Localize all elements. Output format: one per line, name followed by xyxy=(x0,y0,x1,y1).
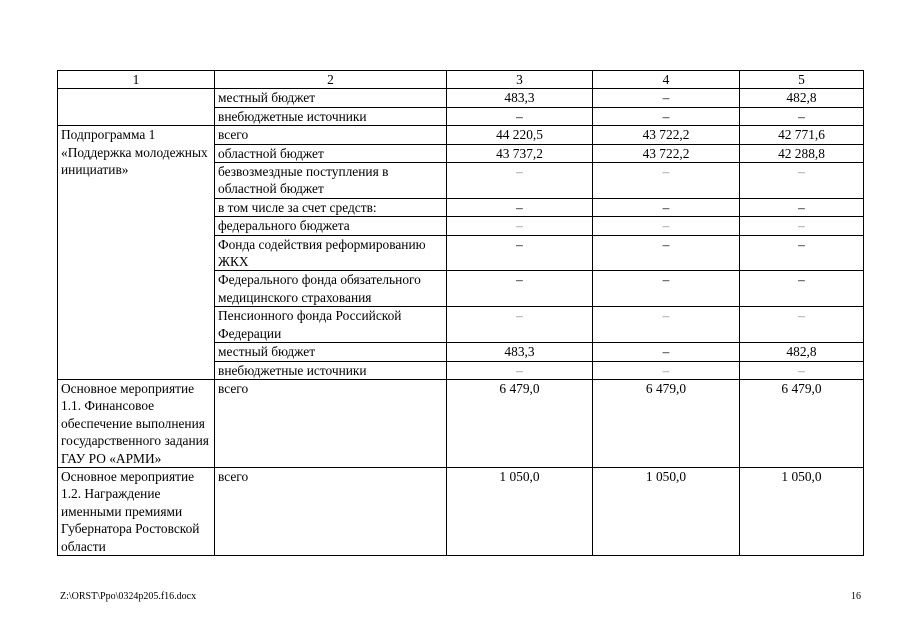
column-header-5: 5 xyxy=(740,71,864,89)
cell-col4: – xyxy=(593,198,740,216)
cell-col4: 6 479,0 xyxy=(593,379,740,467)
cell-col5: 482,8 xyxy=(740,89,864,107)
row-label: областной бюджет xyxy=(215,144,447,162)
cell-col4: – xyxy=(593,89,740,107)
column-header-1: 1 xyxy=(58,71,215,89)
cell-col4: – xyxy=(593,361,740,379)
column-header-4: 4 xyxy=(593,71,740,89)
row-label: в том числе за счет средств: xyxy=(215,198,447,216)
row-label: внебюджетные источники xyxy=(215,361,447,379)
cell-col3: 483,3 xyxy=(447,89,593,107)
cell-col5: – xyxy=(740,235,864,271)
table-header-row xyxy=(58,71,864,89)
row-label: всего xyxy=(215,379,447,467)
cell-col4: – xyxy=(593,343,740,361)
cell-col3: – xyxy=(447,307,593,343)
table-row xyxy=(58,126,864,144)
cell-col4: 43 722,2 xyxy=(593,126,740,144)
column-header-2: 2 xyxy=(215,71,447,89)
cell-col3: 483,3 xyxy=(447,343,593,361)
row-label: всего xyxy=(215,126,447,144)
cell-col5: 42 288,8 xyxy=(740,144,864,162)
cell-col5: – xyxy=(740,217,864,235)
row-label: федерального бюджета xyxy=(215,217,447,235)
cell-col3: 43 737,2 xyxy=(447,144,593,162)
cell-col5: – xyxy=(740,271,864,307)
cell-col4: – xyxy=(593,107,740,125)
cell-col5: – xyxy=(740,163,864,199)
table-row xyxy=(58,89,864,107)
cell-col4: – xyxy=(593,271,740,307)
cell-col5: – xyxy=(740,361,864,379)
row-label: внебюджетные источники xyxy=(215,107,447,125)
column-header-3: 3 xyxy=(447,71,593,89)
cell-col3: 44 220,5 xyxy=(447,126,593,144)
row-label: Фонда содействия реформированию ЖКХ xyxy=(215,235,447,271)
table-row xyxy=(58,467,864,555)
subprogram-name: Подпрограмма 1 «Поддержка молодежных инициатив» xyxy=(58,126,215,380)
row-label: Пенсионного фонда Российской Федерации xyxy=(215,307,447,343)
measure-1-1-name: Основное мероприятие 1.1. Финансовое обеспечение выполнения государственного задания ГАУ РО «АРМИ» xyxy=(58,379,215,467)
page-number: 16 xyxy=(851,591,861,602)
row-label: местный бюджет xyxy=(215,89,447,107)
cell-col3: 1 050,0 xyxy=(447,467,593,555)
footer-file-path: Z:\ORST\Ppo\0324p205.f16.docx xyxy=(60,591,197,602)
cell-col3: – xyxy=(447,217,593,235)
cell-col5: 482,8 xyxy=(740,343,864,361)
budget-table xyxy=(57,70,864,556)
cell-col5: – xyxy=(740,307,864,343)
measure-1-2-name: Основное мероприятие 1.2. Награждение именными премиями Губернатора Ростовской области xyxy=(58,467,215,555)
cell-col5: 1 050,0 xyxy=(740,467,864,555)
cell-col3: – xyxy=(447,107,593,125)
cell-col3: – xyxy=(447,235,593,271)
cell-col3: – xyxy=(447,198,593,216)
row-label: всего xyxy=(215,467,447,555)
cell-col4: 43 722,2 xyxy=(593,144,740,162)
cell-col4: – xyxy=(593,235,740,271)
cell-col4: – xyxy=(593,163,740,199)
cell-col5: 6 479,0 xyxy=(740,379,864,467)
cell-col3: – xyxy=(447,163,593,199)
cell-col3: – xyxy=(447,271,593,307)
cell-col4: 1 050,0 xyxy=(593,467,740,555)
cell-col4: – xyxy=(593,217,740,235)
cell-col3: 6 479,0 xyxy=(447,379,593,467)
continued-program-cell xyxy=(58,89,215,126)
cell-col5: 42 771,6 xyxy=(740,126,864,144)
cell-col4: – xyxy=(593,307,740,343)
row-label: безвозмездные поступления в областной бюджет xyxy=(215,163,447,199)
row-label: местный бюджет xyxy=(215,343,447,361)
cell-col3: – xyxy=(447,361,593,379)
cell-col5: – xyxy=(740,198,864,216)
row-label: Федерального фонда обязательного медицинского страхования xyxy=(215,271,447,307)
table-row xyxy=(58,379,864,467)
cell-col5: – xyxy=(740,107,864,125)
